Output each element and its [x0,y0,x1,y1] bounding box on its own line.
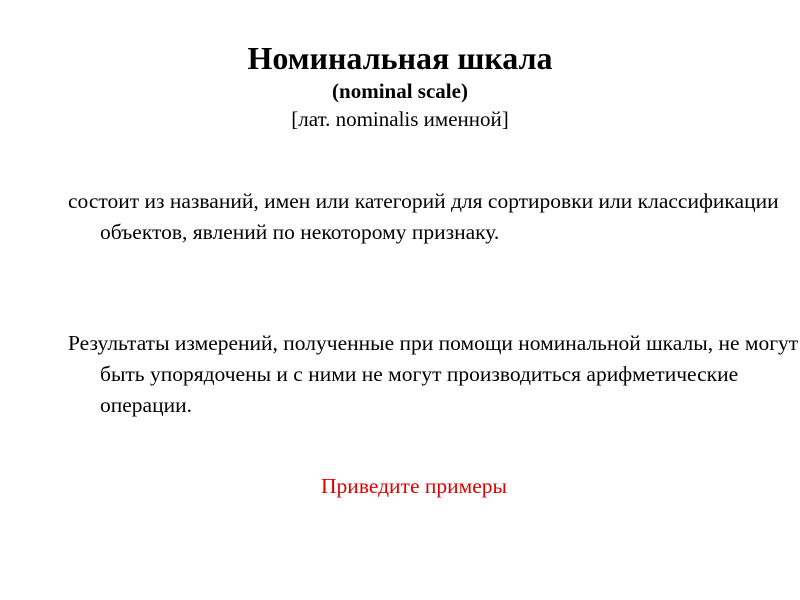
definition-paragraph: состоит из названий, имен или категорий для сортировки или классификации объектов, явлений по некоторому признаку. [68,189,779,244]
slide-subtitle: (nominal scale) [332,79,468,103]
etymology-note: [лат. nominalis именной] [291,107,509,131]
slide-title: Номинальная шкала [247,40,553,76]
examples-prompt: Приведите примеры [321,474,507,498]
results-paragraph: Результаты измерений, полученные при помощи номинальной шкалы, не могут быть упорядочены и с ними не могут производиться арифметические операции. [68,331,799,417]
